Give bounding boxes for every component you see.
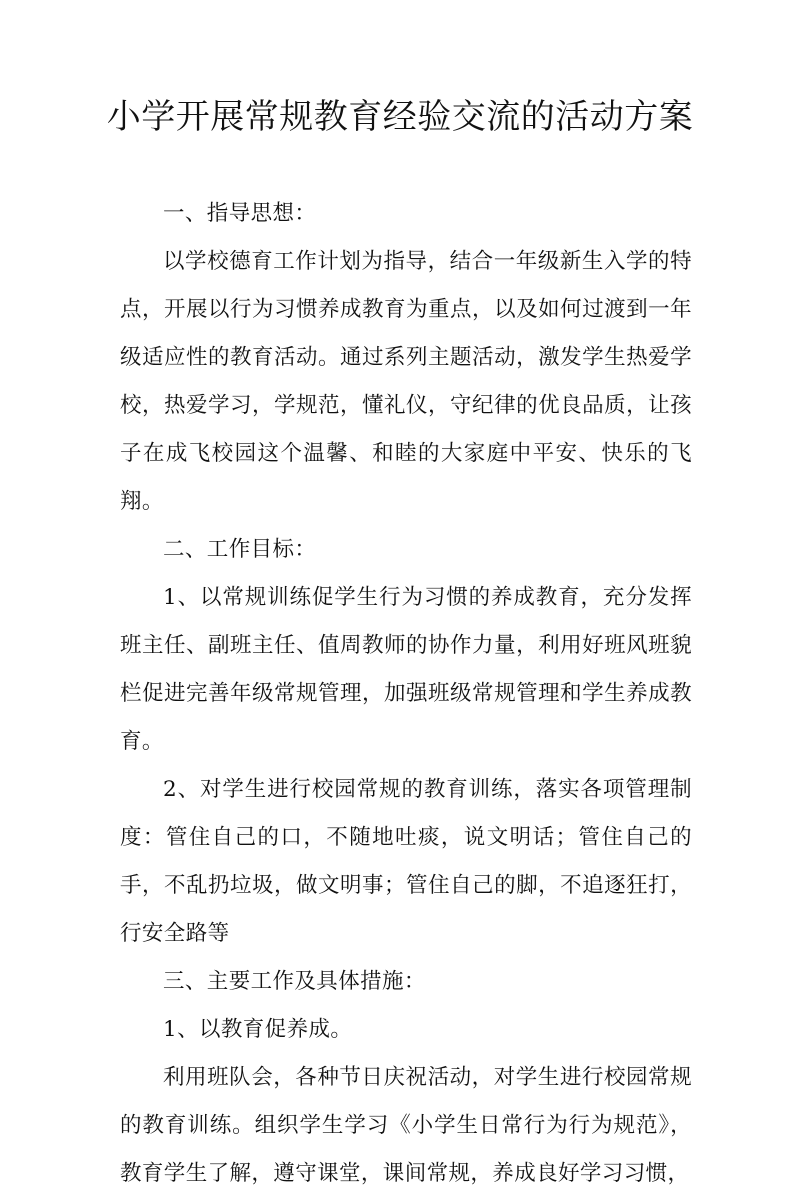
paragraph-measure-1: 利用班队会，各种节日庆祝活动，对学生进行校园常规的教育训练。组织学生学习《小学生日常行为行为规范》，教育学生了解，遵守课堂，课间常规，养成良好学习习惯， bbox=[120, 1065, 692, 1186]
paragraph-guiding-thought: 以学校德育工作计划为指导，结合一年级新生入学的特点，开展以行为习惯养成教育为重点，以及如何过渡到一年级适应性的教育活动。通过系列主题活动，激发学生热爱学校，热爱学习，学规范，懂礼仪，守纪律的优良品质，让孩子在成飞校园这个温馨、和睦的大家庭中平安、快乐的飞翔。 bbox=[120, 249, 692, 514]
paragraph-goal-1: 1、以常规训练促学生行为习惯的养成教育，充分发挥班主任、副班主任、值周教师的协作力量，利用好班风班貌栏促进完善年级常规管理，加强班级常规管理和学生养成教育。 bbox=[120, 585, 692, 754]
paragraph-goal-2: 2、对学生进行校园常规的教育训练，落实各项管理制度：管住自己的口，不随地吐痰，说文明话；管住自己的手，不乱扔垃圾，做文明事；管住自己的脚，不追逐狂打，行安全路等 bbox=[120, 777, 692, 946]
section-heading-guiding-thought: 一、指导思想： bbox=[163, 201, 317, 226]
section-heading-main-work: 三、主要工作及具体措施： bbox=[163, 969, 426, 994]
document-body bbox=[120, 190, 692, 1198]
section-heading-work-goals: 二、工作目标： bbox=[163, 537, 317, 562]
paragraph-measure-1-heading: 1、以教育促养成。 bbox=[163, 1017, 353, 1042]
document-title: 小学开展常规教育经验交流的活动方案 bbox=[106, 97, 694, 137]
